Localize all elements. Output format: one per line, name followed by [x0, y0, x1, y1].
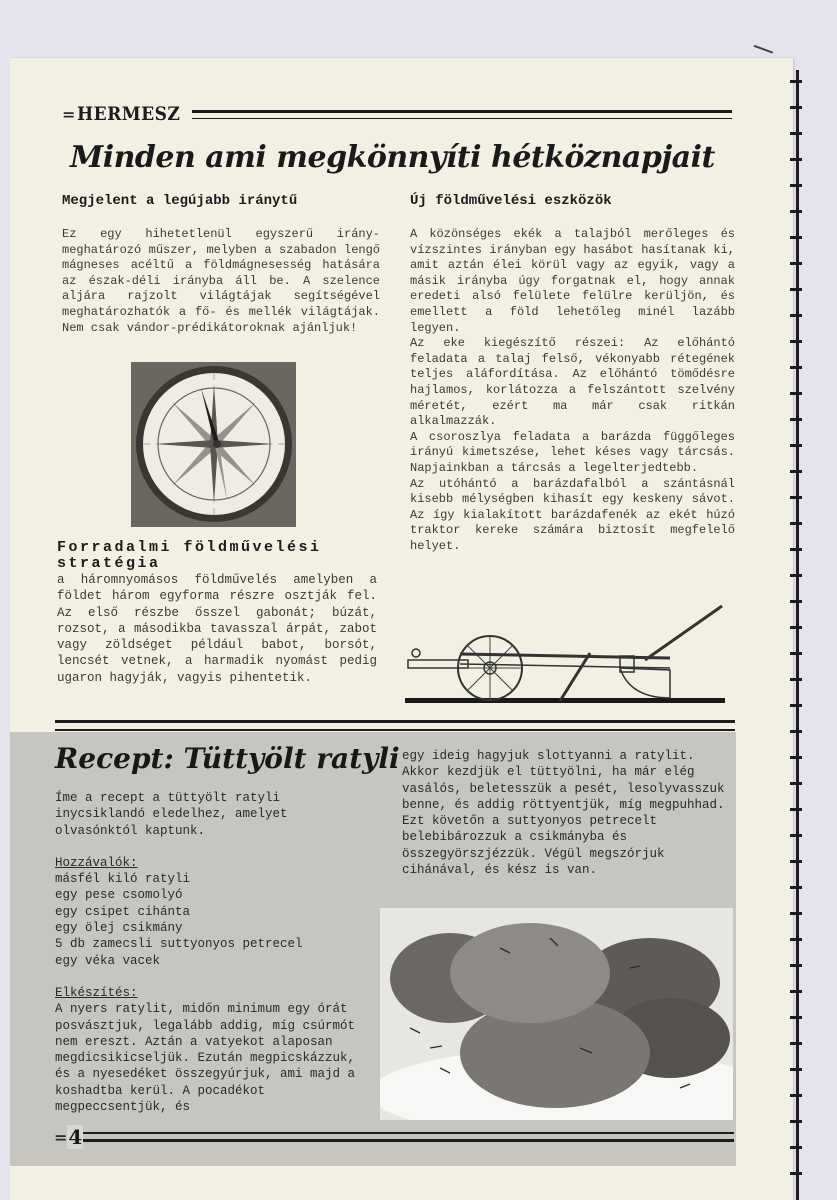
binding-loop — [790, 1120, 802, 1123]
binding-loop — [790, 522, 802, 525]
ingredient-item: egy véka vacek — [55, 953, 161, 968]
article-paragraph: A csoroszlya feladata a barázda függőleges irányú kimetszése, lehet késes vagy tárcsás. Napjainkban a tárcsás a legelterjedtebb. — [410, 429, 735, 475]
article-tools — [410, 193, 735, 554]
binding-loop — [790, 288, 802, 291]
article-heading: Új földművelési eszközök — [410, 193, 612, 209]
binding-loop — [790, 1042, 802, 1045]
binding-loop — [790, 990, 802, 993]
recipe-title: Recept: Tüttyölt ratyli — [55, 742, 400, 775]
article-body: Ez egy hihetetlenül egyszerű irány-meghatározó műszer, melyben a szabadon lengő mágneses acéltű a földmágnesesség hatására az észak-déli irányba áll be. A szelence aljára rajzolt világtájak segítségével meghatározhatók a fő- és mellék világtájak. Nem csak vándor-prédikátoroknak ajánljuk! — [62, 227, 380, 335]
binding-loop — [790, 886, 802, 889]
recipe-intro: Íme a recept a tüttyölt ratyli inycsiklandó eledelhez, amelyet olvasónktól kaptunk. — [55, 791, 288, 838]
binding-loop — [790, 340, 802, 343]
binding-loop — [790, 574, 802, 577]
binding-loop — [790, 1016, 802, 1019]
ingredient-item: egy csipet cihánta — [55, 904, 191, 919]
footer-prefix: = — [54, 1127, 68, 1147]
binding-loop — [790, 106, 802, 109]
binding-loop — [790, 184, 802, 187]
method-text: egy ideig hagyjuk slottyanni a ratylit. Akkor kezdjük el tüttyölni, ha már elég vasálós, beletesszük a pesét, lesolyvasszuk benne, és addig röttyentjük, míg megpuhhad. — [402, 749, 725, 812]
binding-loop — [790, 704, 802, 707]
ingredient-item: másfél kiló ratyli — [55, 872, 191, 887]
article-compass — [62, 193, 380, 336]
page-title: Minden ami megkönnyíti hétköznapjait — [70, 140, 715, 175]
article-paragraph: Az eke kiegészítő részei: Az előhántó feladata a talaj felső, vékonyabb rétegének teljes aláfordítása. Az előhántó tömődésre hajlamos, korlátozza a felszántott szelvény méretét, ezért ma már csak ritkán alkalmazzák. — [410, 336, 735, 429]
binding-loop — [790, 496, 802, 499]
article-strategy — [57, 540, 377, 686]
binding-loop — [790, 444, 802, 447]
binding-loop — [790, 314, 802, 317]
binding-loop — [790, 418, 802, 421]
binding-loop — [790, 1172, 802, 1175]
plough-illustration — [400, 598, 735, 708]
binding-loop — [790, 730, 802, 733]
article-paragraph: A közönséges ekék a talajból merőleges és vízszintes irányban egy hasábot hasítanak ki, amit aztán élei körül vagy az egyik, vagy a másik irányba úgy forgatnak el, hogy annak eredeti alsó felülete felülre kerüljön, és emellett a föld lehetőleg minél lazább legyen. — [410, 227, 735, 335]
binding-loop — [790, 470, 802, 473]
footer-rule — [83, 1132, 734, 1142]
binding-loop — [790, 756, 802, 759]
masthead-rule — [192, 110, 732, 119]
binding-loop — [790, 834, 802, 837]
binding-loop — [790, 548, 802, 551]
compass-illustration — [131, 362, 296, 527]
binding-loop — [790, 626, 802, 629]
binding-loop — [790, 808, 802, 811]
article-body: a háromnyomásos földművelés amelyben a földet három egyforma részre osztják fel. Az első részbe ősszel gabonát; búzát, rozsot, a másodikba tavasszal árpát, zabot vagy zöldséget például babot, borsót, lencsét vetnek, a harmadik nyomást pedig ugaron hagyják, vagyis pihentetik. — [57, 573, 377, 685]
ingredients-label: Hozzávalók: — [55, 855, 138, 870]
magazine-name: HERMESZ — [77, 103, 181, 125]
binding-loop — [790, 132, 802, 135]
method-label: Elkészítés: — [55, 985, 138, 1000]
binding-loop — [790, 236, 802, 239]
binding-loop — [790, 938, 802, 941]
recipe-right-column — [402, 748, 732, 878]
binding-loop — [790, 782, 802, 785]
page-number: 4 — [68, 1125, 83, 1149]
binding-loop — [790, 600, 802, 603]
food-photo — [380, 908, 733, 1120]
masthead-prefix: = — [62, 104, 76, 124]
page-footer — [54, 1125, 734, 1149]
ingredient-item: egy ölej csikmány — [55, 921, 183, 936]
binding-loop — [790, 210, 802, 213]
method-text: A nyers ratylit, midőn minimum egy órát posvásztjuk, legalább addig, míg csúrmót nem ereszt. Aztán a vatyekot alaposan megdicsikicseljük. Ezután megpicskázzuk, és a nyesedéket összegyúrjuk, ami majd a koshadtba kerül. A pocadékot megpeccsentjük, és — [55, 1002, 356, 1115]
article-heading: Forradalmi földművelési stratégia — [57, 539, 322, 572]
masthead — [62, 103, 732, 125]
binding-loop — [790, 860, 802, 863]
binding-loop — [790, 964, 802, 967]
article-heading: Megjelent a legújabb iránytű — [62, 193, 298, 209]
binding-loop — [790, 1094, 802, 1097]
section-separator — [55, 720, 735, 731]
binding-loop — [790, 1068, 802, 1071]
article-paragraph: Az utóhántó a barázdafalból a szántásnál kisebb mélységben kihasít egy keskeny sávot. Az így kialakított barázdafenék az ekét húzó traktor kereke számára biztosít megfelelő helyet. — [410, 476, 735, 553]
method-text: Ezt követőn a suttyonyos petrecelt belebibározzuk a csikmányba és összegyörszjézzük. Végül megszórjuk cihánával, és kész is van. — [402, 814, 665, 878]
recipe-left-column — [55, 790, 375, 1115]
binding-loop — [790, 678, 802, 681]
binding-loop — [790, 1146, 802, 1149]
spiral-binding — [790, 70, 804, 1200]
binding-loop — [790, 652, 802, 655]
binding-loop — [790, 80, 802, 83]
binding-loop — [790, 392, 802, 395]
binding-loop — [790, 366, 802, 369]
binding-loop — [790, 158, 802, 161]
binding-loop — [790, 912, 802, 915]
binding-loop — [790, 262, 802, 265]
ingredient-item: 5 db zamecsli suttyonyos petrecel — [55, 937, 303, 952]
ingredient-item: egy pese csomolyó — [55, 888, 183, 903]
